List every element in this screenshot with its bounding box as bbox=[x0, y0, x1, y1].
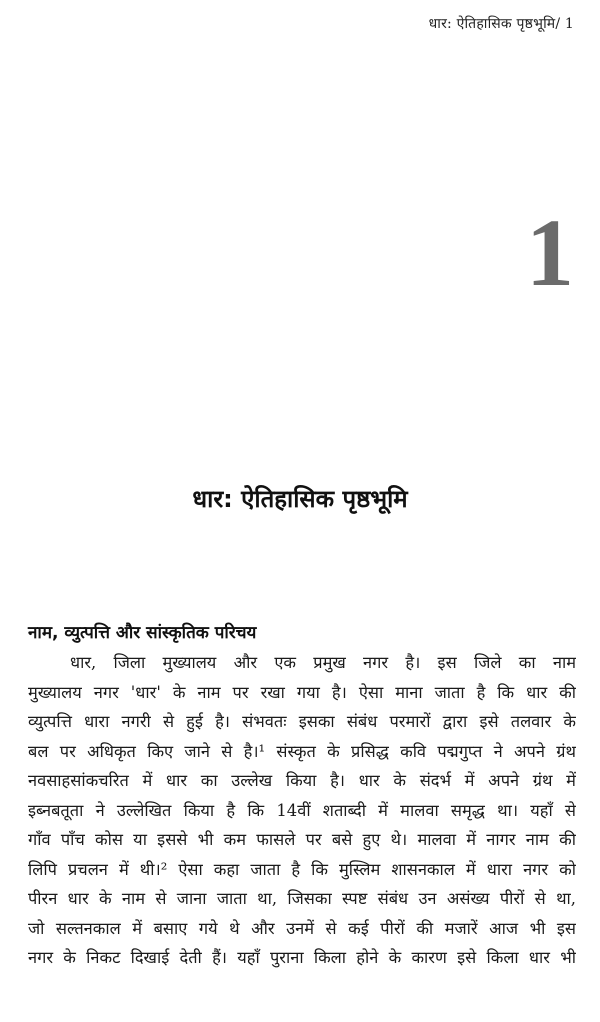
paragraph-line: नवसाहसांकचरित में धार का उल्लेख किया है। धार के संदर्भ में अपने ग्रंथ में bbox=[28, 771, 576, 790]
running-header: धार: ऐतिहासिक पृष्ठभूमि/ 1 bbox=[428, 16, 574, 32]
paragraph-line: धार, जिला मुख्यालय और एक प्रमुख नगर है। इस जिले का नाम bbox=[70, 653, 576, 672]
paragraph-line: पीरन धार के नाम से जाना जाता था, जिसका स्पष्ट संबंध उन असंख्य पीरों से था, bbox=[28, 889, 576, 908]
body-paragraph bbox=[28, 648, 576, 973]
paragraph-line: व्युत्पत्ति धारा नगरी से हुई है। संभवतः इसका संबंध परमारों द्वारा इसे तलवार के bbox=[28, 712, 576, 731]
paragraph-line: मुख्यालय नगर 'धार' के नाम पर रखा गया है। ऐसा माना जाता है कि धार की bbox=[28, 682, 576, 702]
paragraph-line: इब्नबतूता ने उल्लेखित किया है कि 14वीं शताब्दी में मालवा समृद्ध था। यहाँ से bbox=[28, 800, 576, 820]
chapter-title: धार: ऐतिहासिक पृष्ठभूमि bbox=[192, 485, 408, 513]
paragraph-line: लिपि प्रचलन में थी।² ऐसा कहा जाता है कि मुस्लिम शासनकाल में धारा नगर को bbox=[28, 859, 576, 879]
chapter-number: 1 bbox=[526, 199, 574, 306]
paragraph-line: जो सल्तनकाल में बसाए गये थे और उनमें से कई पीरों की मजारें आज भी इस bbox=[28, 918, 576, 938]
section-heading: नाम, व्युत्पत्ति और सांस्कृतिक परिचय bbox=[28, 623, 257, 643]
paragraph-line: नगर के निकट दिखाई देती हैं। यहाँ पुराना किला होने के कारण इसे किला धार भी bbox=[28, 948, 576, 967]
paragraph-line: गाँव पाँच कोस या इससे भी कम फासले पर बसे हुए थे। मालवा में नागर नाम की bbox=[28, 830, 576, 849]
paragraph-line: बल पर अधिकृत किए जाने से है।¹ संस्कृत के प्रसिद्ध कवि पद्मगुप्त ने अपने ग्रंथ bbox=[28, 741, 576, 761]
